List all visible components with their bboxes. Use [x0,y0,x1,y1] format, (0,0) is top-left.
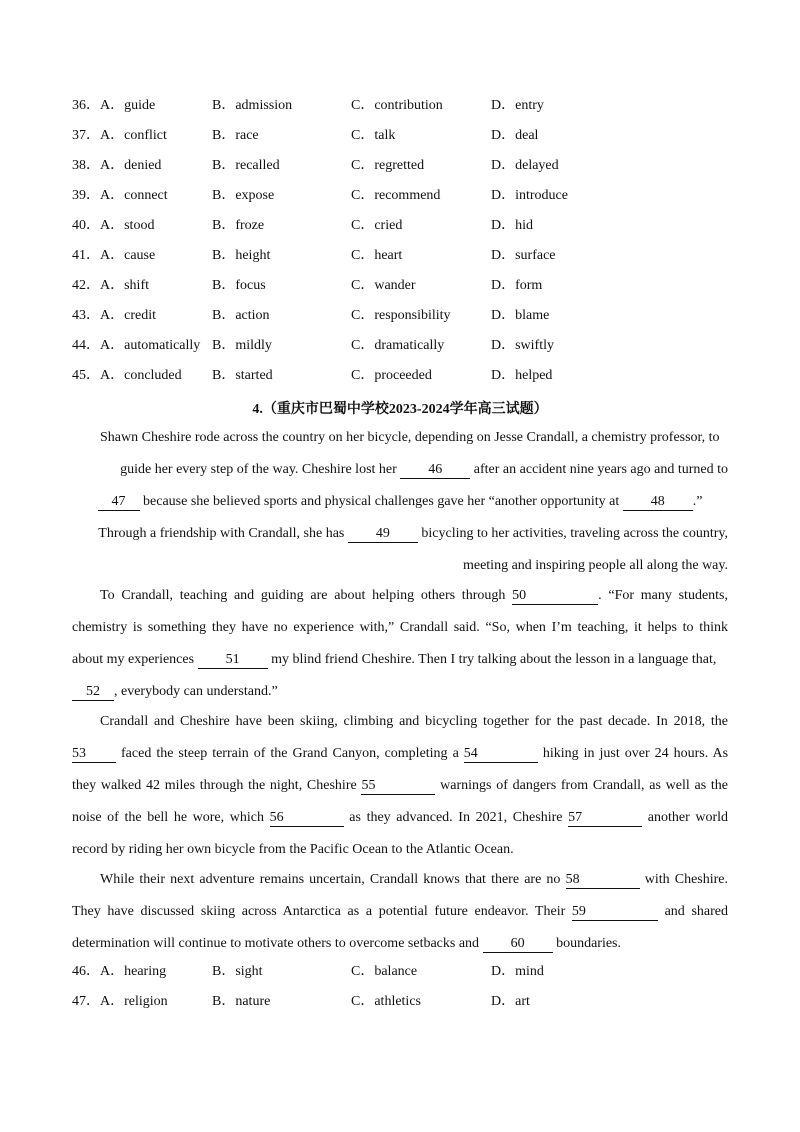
option-a: 43．A．credit [72,308,156,323]
option-c: C．regretted [351,158,425,173]
blank-60[interactable]: 60 [483,936,553,953]
option-b: B．expose [212,188,275,203]
blank-51[interactable]: 51 [198,652,268,669]
blank-55[interactable]: 55 [361,778,435,795]
blank-58[interactable]: 58 [566,872,640,889]
option-a: 46．A．hearing [72,964,167,979]
passage-line: meeting and inspiring people all along the way. [462,558,728,573]
option-c: C．cried [351,218,403,233]
option-b: B．focus [212,278,266,293]
option-b: B．sight [212,964,263,979]
option-c: C．responsibility [351,308,451,323]
blank-56[interactable]: 56 [270,810,344,827]
passage-line: Through a friendship with Crandall, she has 49 bicycling to her activities, traveling across the country, [98,526,728,541]
blank-48[interactable]: 48 [623,494,693,511]
option-d: D．mind [491,964,544,979]
passage-line: While their next adventure remains uncertain, Crandall knows that there are no 58 with Cheshire. [100,872,729,887]
passage-line: Shawn Cheshire rode across the country on her bicycle, depending on Jesse Crandall, a chemistry professor, to [100,430,720,445]
option-b: B．started [212,368,273,383]
passage-line: about my experiences 51 my blind friend Cheshire. Then I try talking about the lesson in a language that, [72,652,717,667]
option-d: D．deal [491,128,539,143]
passage-line: They have discussed skiing across Antarctica as a potential future endeavor. Their 59 and shared [72,904,729,919]
blank-46[interactable]: 46 [400,462,470,479]
option-b: B．froze [212,218,265,233]
option-b: B．admission [212,98,293,113]
option-a: 44．A．automatically [72,338,201,353]
option-c: C．dramatically [351,338,445,353]
option-b: B．nature [212,994,271,1009]
blank-59[interactable]: 59 [572,904,658,921]
passage-line: determination will continue to motivate others to overcome setbacks and 60 boundaries. [72,936,621,951]
option-a: 47．A．religion [72,994,168,1009]
passage-line: record by riding her own bicycle from the Pacific Ocean to the Atlantic Ocean. [72,842,514,857]
option-a: 41．A．cause [72,248,156,263]
option-a: 39．A．connect [72,188,168,203]
option-d: D．blame [491,308,550,323]
blank-47[interactable]: 47 [98,494,140,511]
passage-line: 53 faced the steep terrain of the Grand Canyon, completing a 54 hiking in just over 24 hours. As [72,746,729,761]
option-d: D．art [491,994,530,1009]
option-a: 42．A．shift [72,278,149,293]
passage-line: 47 because she believed sports and physical challenges gave her “another opportunity at 48 .” [72,492,728,512]
passage-line: guide her every step of the way. Cheshire lost her 46 after an accident nine years ago and turned to [120,462,728,477]
option-d: D．surface [491,248,556,263]
option-c: C．proceeded [351,368,432,383]
option-c: C．recommend [351,188,441,203]
option-a: 37．A．conflict [72,128,167,143]
passage-line: they walked 42 miles through the night, Cheshire 55 warnings of dangers from Crandall, as well as the [72,778,729,793]
passage-line: Crandall and Cheshire have been skiing, climbing and bicycling together for the past decade. In 2018, the [100,714,728,729]
option-a: 45．A．concluded [72,368,182,383]
question-number: 36．A．guide [72,98,156,113]
option-d: D．hid [491,218,533,233]
option-b: B．action [212,308,270,323]
option-d: D．swiftly [491,338,554,353]
option-c: C．wander [351,278,416,293]
blank-53[interactable]: 53 [72,746,116,763]
option-c: C．heart [351,248,403,263]
option-a: 40．A．stood [72,218,155,233]
option-b: B．mildly [212,338,272,353]
option-b: B．height [212,248,271,263]
blank-52[interactable]: 52 [72,684,114,701]
option-d: D．entry [491,98,544,113]
option-d: D．introduce [491,188,568,203]
option-c: C．talk [351,128,396,143]
passage-line: To Crandall, teaching and guiding are about helping others through 50 . “For many students, [100,588,729,603]
passage-line: 52 , everybody can understand.” [72,682,728,702]
blank-50[interactable]: 50 [512,588,598,605]
option-c: C．athletics [351,994,421,1009]
option-a: 38．A．denied [72,158,162,173]
blank-49[interactable]: 49 [348,526,418,543]
option-c: C．balance [351,964,418,979]
blank-57[interactable]: 57 [568,810,642,827]
section-heading: 4.（重庆市巴蜀中学校2023-2024学年高三试题） [252,402,548,417]
option-d: D．helped [491,368,553,383]
option-b: B．recalled [212,158,280,173]
option-b: B．race [212,128,259,143]
option-c: C．contribution [351,98,443,113]
passage-line: chemistry is something they have no experience with,” Crandall said. “So, when I’m teaching, it helps to think [72,620,728,635]
option-d: D．form [491,278,543,293]
blank-54[interactable]: 54 [464,746,538,763]
option-d: D．delayed [491,158,559,173]
passage-line: noise of the bell he wore, which 56 as they advanced. In 2021, Cheshire 57 another world [72,810,729,825]
